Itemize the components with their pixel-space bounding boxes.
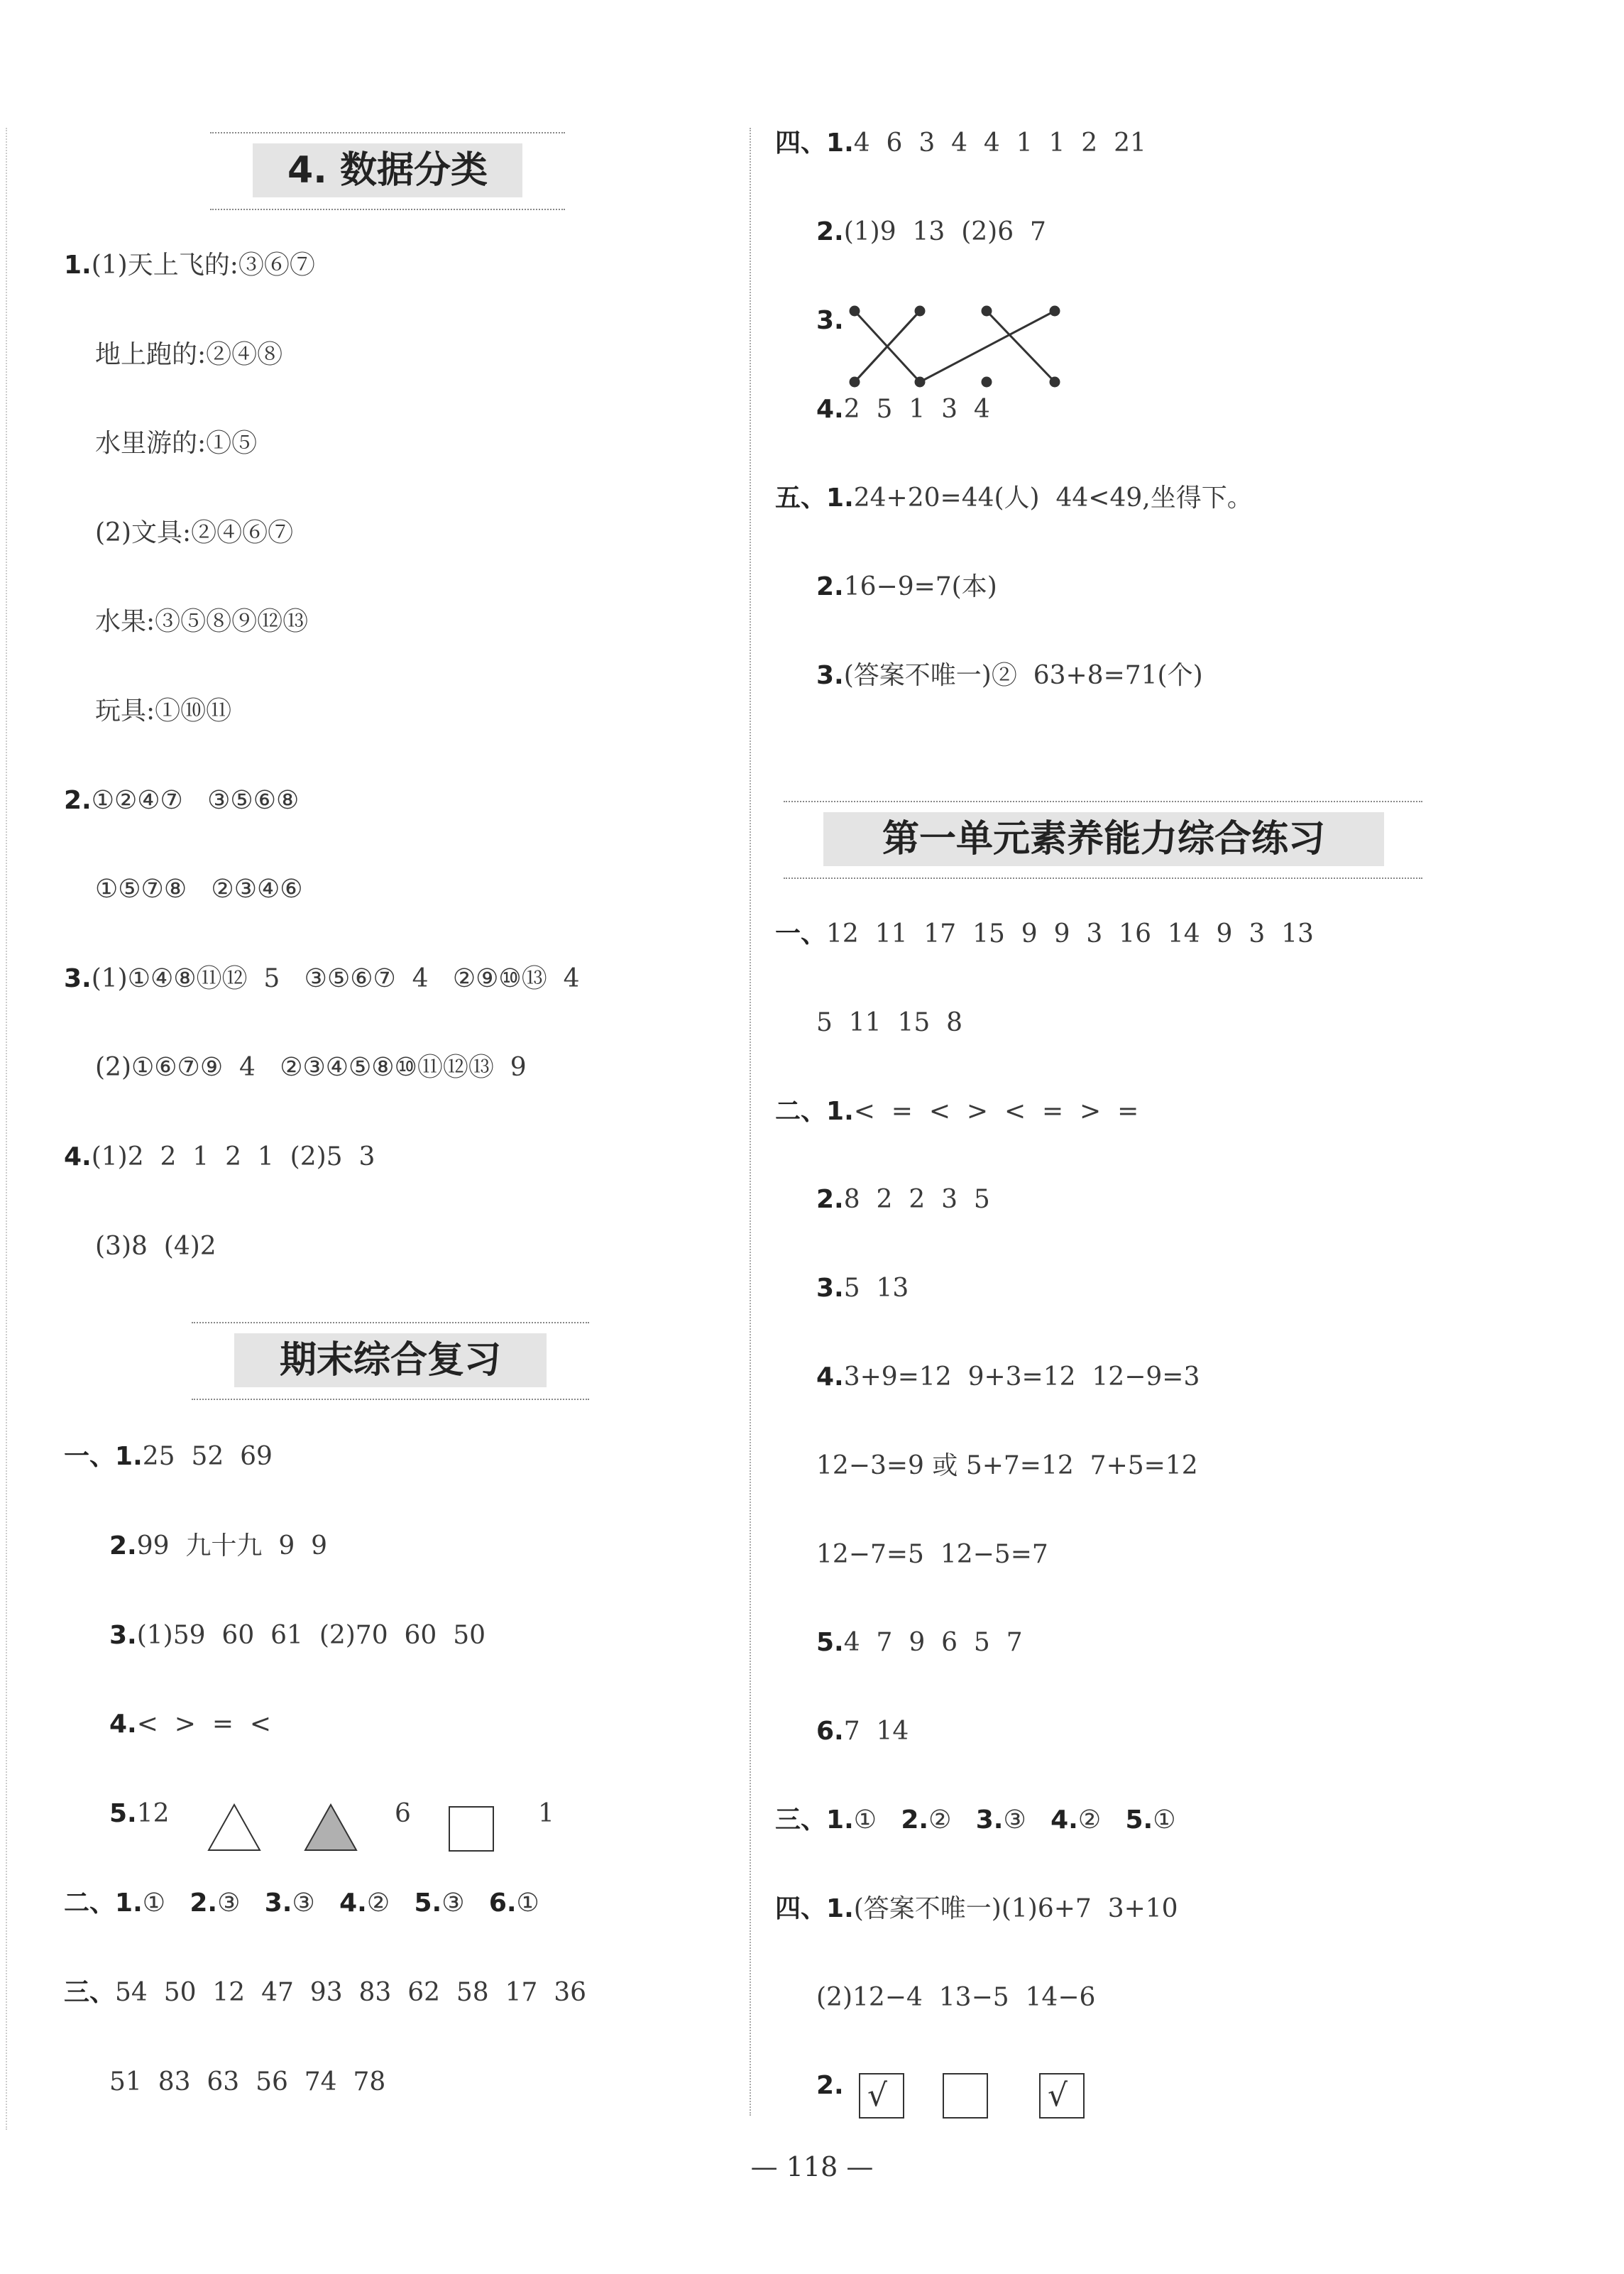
- triangle-filled-icon: [302, 1802, 359, 1853]
- answer-line: [816, 1007, 962, 1039]
- question-number: 2.: [190, 1888, 218, 1918]
- question-number: 3.: [975, 1805, 1004, 1835]
- answer-text: 地上跑的:②④⑧: [95, 339, 283, 369]
- question-number: 5.: [816, 1628, 844, 1658]
- answer-line: [816, 660, 1203, 692]
- answer-line: [816, 2070, 844, 2101]
- question-number: 1.: [826, 1096, 854, 1126]
- answer-line: [816, 394, 990, 425]
- question-number: 3.: [816, 1274, 844, 1303]
- answer-line: [775, 128, 1146, 159]
- question-number: 1.: [826, 483, 854, 513]
- answer-line: [95, 874, 303, 905]
- answer-line: [816, 1982, 1095, 2013]
- answer-line: [64, 785, 299, 816]
- answer-line: [775, 1096, 1139, 1127]
- question-number: 5.: [1125, 1805, 1153, 1835]
- answer-line: [95, 428, 257, 459]
- question-prefix: 三、: [64, 1977, 116, 2007]
- triangle-outline-icon: [206, 1802, 263, 1853]
- answer-line: [95, 339, 282, 371]
- question-number: 1.: [64, 251, 92, 280]
- answer-line: [109, 1709, 271, 1740]
- answer-text: 6: [395, 1799, 411, 1829]
- answer-box-3: √: [1039, 2073, 1085, 2119]
- question-number: 1.: [115, 1442, 143, 1471]
- answer-line: [816, 1362, 1200, 1393]
- answer-box-2: [943, 2073, 988, 2119]
- answer-text: (1)①④⑧⑪⑫ 5 ③⑤⑥⑦ 4 ②⑨⑩⑬ 4: [91, 963, 580, 993]
- column-divider: [750, 128, 751, 2116]
- answer-choice: ②: [928, 1805, 952, 1835]
- answer-text: 2 5 1 3 4: [843, 395, 990, 424]
- answer-choice: ③: [217, 1888, 241, 1918]
- section-title: 第一单元素养能力综合练习: [823, 812, 1384, 866]
- question-number: 4.: [64, 1142, 92, 1171]
- question-number: 2.: [816, 2071, 844, 2101]
- answer-text: 水果:③⑤⑧⑨⑫⑬: [95, 607, 309, 637]
- question-prefix: 二、: [775, 1096, 827, 1126]
- question-number: 4.: [816, 1362, 844, 1392]
- question-prefix: 四、: [775, 129, 827, 158]
- answer-text: 5 13: [843, 1274, 909, 1303]
- answer-text: 水里游的:①⑤: [95, 429, 258, 459]
- answer-line: [64, 963, 580, 995]
- answer-line: [95, 1052, 527, 1083]
- answer-line: [95, 518, 293, 549]
- question-number: 5.: [109, 1799, 137, 1829]
- answer-text: 7 14: [843, 1717, 909, 1747]
- question-number: 4.: [109, 1710, 137, 1739]
- answer-text: < > = <: [136, 1710, 272, 1739]
- answer-text: 12 11 17 15 9 9 3 16 14 9 3 13: [826, 919, 1314, 949]
- page-number: — 118 —: [750, 2151, 874, 2182]
- answer-line: [775, 483, 1253, 514]
- answer-choice: ①: [516, 1888, 539, 1918]
- question-prefix: 一、: [64, 1442, 116, 1471]
- square-outline-icon: [449, 1806, 494, 1852]
- answer-text: (3)8 (4)2: [95, 1231, 216, 1261]
- answer-text: 1: [538, 1799, 554, 1829]
- question-number: 2.: [64, 785, 92, 815]
- answer-line: [816, 1716, 909, 1747]
- answer-text: 4 6 3 4 4 1 1 2 21: [853, 129, 1146, 158]
- question-number: 4.: [1050, 1805, 1078, 1835]
- answer-text: 12−3=9 或 5+7=12 7+5=12: [816, 1450, 1198, 1480]
- answer-text: 24+20=44(人) 44<49,坐得下。: [853, 483, 1253, 513]
- answer-text: (1)59 60 61 (2)70 60 50: [136, 1620, 486, 1650]
- answer-text: 54 50 12 47 93 83 62 58 17 36: [115, 1977, 587, 2007]
- question-prefix: 二、: [64, 1888, 116, 1918]
- answer-line: [816, 1450, 1198, 1482]
- question-number: 4.: [339, 1888, 367, 1918]
- answer-text: < = < > < = > =: [853, 1096, 1139, 1126]
- answer-text: (答案不唯一)(1)6+7 3+10: [853, 1893, 1178, 1923]
- answer-line: [109, 1798, 554, 1830]
- question-number: 2.: [816, 217, 844, 246]
- question-number: 2.: [816, 572, 844, 601]
- section-header-data-classification: [210, 132, 565, 210]
- answer-text: (1)天上飞的:③⑥⑦: [91, 251, 315, 280]
- answer-box-1: √: [859, 2073, 904, 2119]
- answer-line: [109, 1620, 485, 1651]
- answer-line: [64, 1888, 564, 1919]
- answer-text: 8 2 2 3 5: [843, 1185, 990, 1215]
- answer-line: [816, 1184, 990, 1215]
- question-number: 1.: [826, 1805, 854, 1835]
- answer-choice: ②: [1077, 1805, 1102, 1835]
- answer-text: 99 九十九 9 9: [136, 1531, 328, 1560]
- question-prefix: 一、: [775, 919, 827, 949]
- section-title: 4. 数据分类: [253, 143, 522, 197]
- answer-text: ①⑤⑦⑧ ②③④⑥: [95, 875, 303, 904]
- answer-line: [64, 1977, 586, 2008]
- answer-line: [775, 919, 1314, 950]
- section-header-unit1-practice: [784, 801, 1422, 879]
- answer-text: 玩具:①⑩⑪: [95, 696, 232, 726]
- answer-text: 51 83 63 56 74 78: [109, 2067, 386, 2097]
- question-number: 1.: [826, 129, 854, 158]
- answer-choice: ②: [366, 1888, 390, 1918]
- answer-line: [95, 1231, 216, 1262]
- answer-line: [775, 1893, 1178, 1925]
- answer-line: [95, 606, 308, 638]
- question-number: 4.: [816, 395, 844, 424]
- answer-line: [816, 1273, 909, 1304]
- answer-text: (2)12−4 13−5 14−6: [816, 1982, 1096, 2012]
- answer-choice: ①: [853, 1805, 877, 1835]
- question-number: 2.: [901, 1805, 929, 1835]
- question-prefix: 五、: [775, 483, 827, 513]
- question-number: 5.: [414, 1888, 442, 1918]
- answer-choice: ③: [441, 1888, 465, 1918]
- question-number: 3.: [64, 963, 92, 993]
- answer-line: [109, 2067, 385, 2098]
- question-number: 3.: [264, 1888, 292, 1918]
- answer-line: [64, 1142, 375, 1173]
- question-number: 2.: [816, 1185, 844, 1215]
- answer-text: 12−7=5 12−5=7: [816, 1539, 1048, 1569]
- answer-line: [64, 250, 315, 281]
- answer-text: (答案不唯一)② 63+8=71(个): [843, 661, 1203, 690]
- answer-text: ①②④⑦ ③⑤⑥⑧: [91, 785, 300, 815]
- answer-text: (1)2 2 1 2 1 (2)5 3: [91, 1142, 375, 1171]
- left-margin-line: [6, 128, 7, 2130]
- answer-text: 4 7 9 6 5 7: [843, 1628, 1023, 1658]
- question-prefix: 四、: [775, 1893, 827, 1923]
- answer-choice: ③: [1003, 1805, 1026, 1835]
- question-number: 2.: [109, 1531, 137, 1560]
- answer-text: 25 52 69: [142, 1442, 273, 1471]
- question-number: 1.: [115, 1888, 143, 1918]
- question-number: 1.: [826, 1893, 854, 1923]
- answer-text: (2)文具:②④⑥⑦: [95, 518, 294, 547]
- answer-line: [816, 305, 844, 337]
- answer-line: [816, 572, 997, 603]
- answer-text: 16−9=7(本): [843, 572, 997, 601]
- question-number: 6.: [816, 1717, 844, 1747]
- answer-text: (1)9 13 (2)6 7: [843, 217, 1046, 246]
- answer-text: 12: [136, 1799, 170, 1829]
- answer-line: [95, 696, 231, 727]
- matching-lines-diagram: [845, 301, 1072, 389]
- answer-line: [775, 1805, 1200, 1836]
- answer-text: (2)①⑥⑦⑨ 4 ②③④⑤⑧⑩⑪⑫⑬ 9: [95, 1053, 527, 1083]
- answer-choice: ③: [292, 1888, 315, 1918]
- question-number: 3.: [816, 661, 844, 690]
- section-header-final-review: [192, 1322, 589, 1400]
- answer-choice: ①: [1153, 1805, 1176, 1835]
- answer-text: 3+9=12 9+3=12 12−9=3: [843, 1362, 1200, 1392]
- question-number: 3.: [816, 306, 844, 335]
- answer-line: [64, 1441, 273, 1472]
- answer-line: [109, 1531, 327, 1562]
- answer-choice: ①: [142, 1888, 166, 1918]
- answer-line: [816, 1627, 1023, 1658]
- question-number: 6.: [488, 1888, 517, 1918]
- answer-text: 5 11 15 8: [816, 1007, 963, 1037]
- question-prefix: 三、: [775, 1805, 827, 1835]
- answer-line: [816, 217, 1046, 248]
- section-title: 期末综合复习: [234, 1333, 547, 1387]
- answer-line: [816, 1539, 1048, 1570]
- question-number: 3.: [109, 1620, 137, 1650]
